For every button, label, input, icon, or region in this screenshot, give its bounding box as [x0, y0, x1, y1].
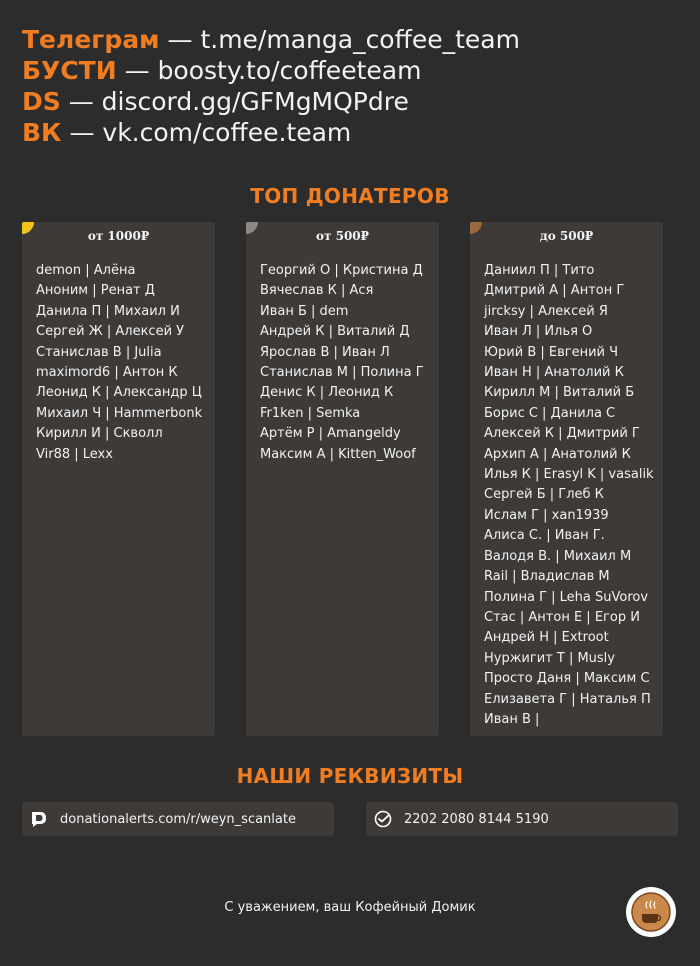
donationalerts-url[interactable]: donationalerts.com/r/weyn_scanlate [60, 811, 296, 827]
link-label: Телеграм [22, 25, 160, 54]
requisites-title: НАШИ РЕКВИЗИТЫ [236, 764, 464, 788]
donor-entry: maximord6 | Антон К [36, 365, 178, 381]
donor-entry: Дмитрий А | Антон Г [484, 283, 625, 299]
donor-entry: Алиса С. | Иван Г. [484, 528, 605, 544]
donor-entry: Кирилл М | Виталий Б [484, 385, 635, 401]
donor-entry: Данила П | Михаил И [36, 303, 180, 319]
tier-title: до 500₽ [539, 229, 594, 243]
donor-entry: Андрей К | Виталий Д [260, 324, 410, 340]
link-vk[interactable] [22, 117, 520, 148]
link-url[interactable]: t.me/manga_coffee_team [200, 25, 520, 54]
link-url[interactable]: boosty.to/coffeeteam [157, 56, 422, 85]
donationalerts-icon [30, 810, 48, 828]
donor-entry: Rail | Владислав М [484, 569, 610, 585]
tier-column-under-500 [470, 222, 663, 736]
donor-entry: Vir88 | Lexx [36, 446, 113, 462]
donor-entry: Иван Н | Анатолий К [484, 365, 624, 381]
donor-entry: Елизавета Г | Наталья П [484, 691, 651, 707]
donor-entry: Вячеслав К | Ася [260, 283, 374, 299]
donor-entry: Стас | Антон Е | Егор И [484, 609, 640, 625]
donor-entry: Архип А | Анатолий К [484, 446, 631, 462]
link-separator: — [116, 56, 158, 85]
donor-entry: Иван Л | Илья О [484, 324, 593, 340]
sberbank-icon [374, 810, 392, 828]
donor-entry: Fr1ken | Semka [260, 405, 361, 421]
donor-entry: Сергей Б | Глеб К [484, 487, 604, 503]
donor-entry: Станислав М | Полина Г [260, 365, 424, 381]
donor-entry: Нуржигит Т | Musly [484, 650, 615, 666]
card-box[interactable] [366, 802, 678, 836]
donor-entry: Даниил П | Тито [484, 263, 595, 278]
link-boosty[interactable] [22, 55, 520, 86]
donor-entry: Просто Даня | Максим С [484, 671, 650, 687]
donor-entry: Илья К | Erasyl K | vasalik [484, 467, 654, 483]
tier-title: от 1000₽ [87, 229, 150, 243]
donor-entry: Валодя В. | Михаил М [484, 548, 632, 564]
donor-list [470, 261, 663, 730]
donor-entry: Станислав В | Julia [36, 344, 162, 360]
donor-entry: Алексей К | Дмитрий Г [484, 426, 640, 442]
donor-entry: jircksy | Алексей Я [484, 303, 608, 319]
link-separator: — [159, 25, 201, 54]
donor-entry: Ислам Г | xan1939 [484, 507, 609, 523]
donor-entry: Аноним | Ренат Д [36, 283, 155, 299]
donor-entry: Полина Г | Leha SuVorov [484, 589, 649, 605]
top-donators-title: ТОП ДОНАТЕРОВ [250, 184, 450, 208]
donor-entry: Георгий О | Кристина Д [260, 263, 423, 278]
donor-entry: Иван В | [484, 711, 540, 727]
donor-entry: Борис С | Данила С [484, 405, 616, 421]
donor-list [246, 261, 439, 465]
link-separator: — [61, 118, 103, 147]
tier-column-1000 [22, 222, 215, 736]
donor-entry: Ярослав В | Иван Л [260, 344, 390, 360]
link-telegram[interactable] [22, 24, 520, 55]
donationalerts-box[interactable] [22, 802, 334, 836]
link-separator: — [60, 87, 102, 116]
donor-entry: Денис К | Леонид К [260, 385, 394, 401]
link-label: ВК [22, 118, 62, 147]
tier-column-500 [246, 222, 439, 736]
contact-links [22, 24, 520, 148]
card-number[interactable]: 2202 2080 8144 5190 [404, 811, 549, 827]
donor-entry: demon | Алёна [36, 263, 136, 278]
link-label: БУСТИ [22, 56, 117, 85]
donor-entry: Артём Р | Amangeldy [260, 426, 401, 442]
donor-entry: Леонид К | Александр Ц [36, 385, 202, 401]
donor-entry: Михаил Ч | Hammerbonk [36, 405, 203, 421]
donor-entry: Андрей Н | Extroot [484, 630, 609, 646]
link-label: DS [22, 87, 61, 116]
donor-entry: Сергей Ж | Алексей У [36, 324, 185, 340]
link-discord[interactable] [22, 86, 520, 117]
coffee-house-logo-icon [626, 887, 676, 937]
donor-entry: Иван Б | dem [260, 303, 349, 319]
tier-title: от 500₽ [315, 229, 369, 243]
donor-entry: Кирилл И | Скволл [36, 426, 163, 442]
donor-entry: Юрий В | Евгений Ч [484, 344, 619, 360]
link-url[interactable]: vk.com/coffee.team [102, 118, 352, 147]
donor-entry: Максим А | Kitten_Woof [260, 446, 416, 462]
footer-signature: С уважением, ваш Кофейный Домик [224, 900, 476, 915]
donor-list [22, 261, 215, 465]
link-url[interactable]: discord.gg/GFMgMQPdre [101, 87, 409, 116]
